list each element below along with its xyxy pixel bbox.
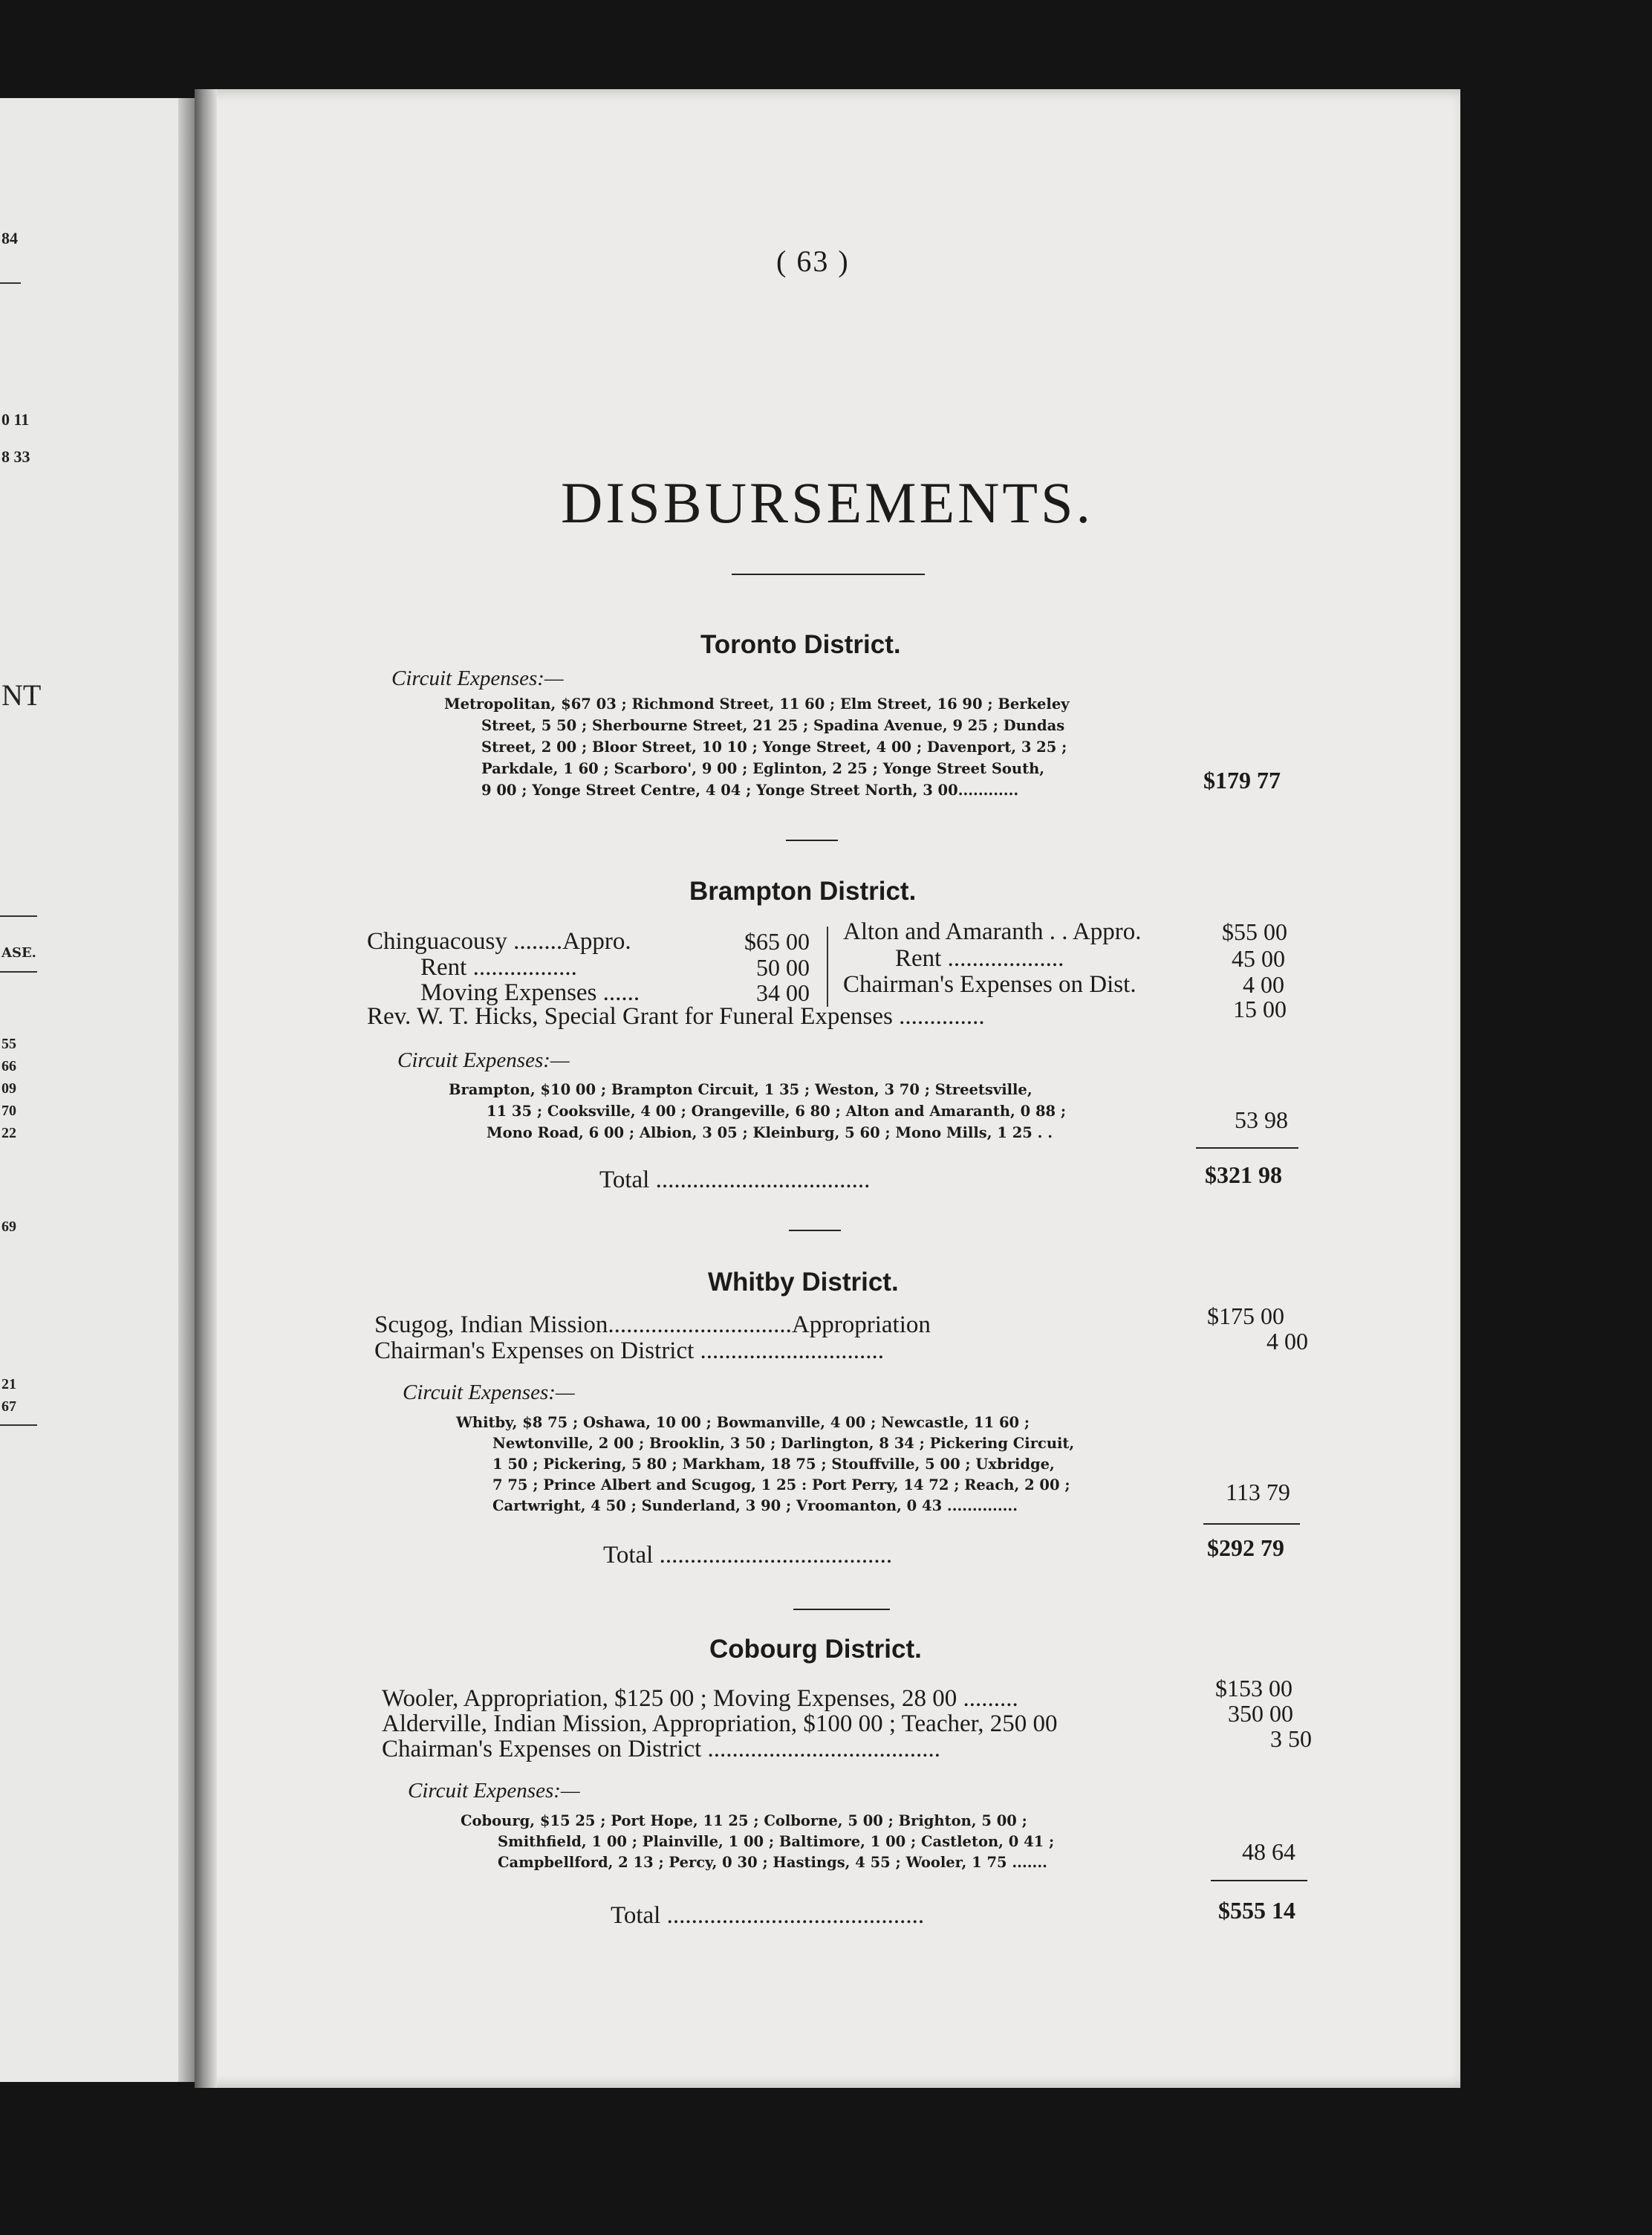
whitby-circuit-line: 7 75 ; Prince Albert and Scugog, 1 25 : Port Perry, 14 72 ; Reach, 2 00 ; xyxy=(492,1476,1070,1493)
cobourg-row-amount: 3 50 xyxy=(1270,1725,1312,1752)
whitby-circuit-line: Whitby, $8 75 ; Oshawa, 10 00 ; Bowmanville, 4 00 ; Newcastle, 11 60 ; xyxy=(456,1414,1030,1431)
left-col-value: 21 xyxy=(1,1376,16,1392)
toronto-circuit-line: Street, 2 00 ; Bloor Street, 10 10 ; Yonge Street, 4 00 ; Davenport, 3 25 ; xyxy=(481,739,1067,756)
whitby-total-label: Total ...................................... xyxy=(603,1542,893,1569)
toronto-circuit-line: Parkdale, 1 60 ; Scarboro', 9 00 ; Eglinton, 2 25 ; Yonge Street South, xyxy=(481,760,1045,777)
left-table-rule-3 xyxy=(0,1424,37,1426)
left-amount-1: 0 11 xyxy=(1,410,30,429)
brampton-total: $321 98 xyxy=(1205,1161,1282,1188)
brampton-right-amount: 45 00 xyxy=(1232,945,1285,972)
title-rule xyxy=(732,574,925,575)
brampton-left-amount: 50 00 xyxy=(756,954,810,981)
left-binding-shadow xyxy=(178,98,195,2082)
cobourg-circuit-line: Campbellford, 2 13 ; Percy, 0 30 ; Hastings, 4 55 ; Wooler, 1 75 ....... xyxy=(498,1854,1047,1871)
left-amount-2: 8 33 xyxy=(1,447,30,466)
cobourg-total: $555 14 xyxy=(1218,1897,1295,1924)
cobourg-row-label: Wooler, Appropriation, $125 00 ; Moving Expenses, 28 00 ......... xyxy=(382,1685,1018,1712)
whitby-row-amount: 4 00 xyxy=(1266,1328,1308,1355)
cobourg-heading: Cobourg District. xyxy=(709,1635,922,1664)
section-rule xyxy=(789,1230,841,1231)
toronto-heading: Toronto District. xyxy=(700,630,901,659)
brampton-circuit-amount: 53 98 xyxy=(1235,1106,1288,1133)
brampton-right-label: Chairman's Expenses on Dist. xyxy=(843,971,1136,998)
left-col-value: 67 xyxy=(1,1398,16,1415)
cobourg-row-amount: $153 00 xyxy=(1215,1675,1292,1702)
left-column-head: ASE. xyxy=(1,945,36,961)
cobourg-circuit-amount: 48 64 xyxy=(1242,1838,1295,1865)
brampton-circuit-line: Mono Road, 6 00 ; Albion, 3 05 ; Kleinburg, 5 60 ; Mono Mills, 1 25 . . xyxy=(487,1124,1053,1141)
left-table-rule-1 xyxy=(0,915,37,917)
brampton-column-divider xyxy=(827,927,828,1007)
brampton-grant-line: Rev. W. T. Hicks, Special Grant for Funeral Expenses .............. xyxy=(367,1003,985,1030)
cobourg-row-label: Alderville, Indian Mission, Appropriation, $100 00 ; Teacher, 250 00 xyxy=(382,1710,1058,1737)
toronto-total: $179 77 xyxy=(1203,767,1281,794)
brampton-circuit-label: Circuit Expenses:— xyxy=(397,1048,570,1072)
toronto-circuit-label: Circuit Expenses:— xyxy=(391,666,564,690)
brampton-left-label: Chinguacousy ........Appro. xyxy=(367,928,631,955)
whitby-total: $292 79 xyxy=(1207,1534,1284,1561)
toronto-circuit-line: 9 00 ; Yonge Street Centre, 4 04 ; Yonge Street North, 3 00............ xyxy=(481,782,1019,799)
brampton-left-label: Moving Expenses ...... xyxy=(420,979,640,1006)
section-rule xyxy=(793,1609,890,1610)
brampton-total-label: Total ................................... xyxy=(599,1167,871,1193)
page-number: ( 63 ) xyxy=(776,244,850,278)
brampton-right-amount: $55 00 xyxy=(1222,918,1287,945)
whitby-circuit-line: Cartwright, 4 50 ; Sunderland, 3 90 ; Vroomanton, 0 43 .............. xyxy=(492,1497,1018,1514)
whitby-row-label: Scugog, Indian Mission..............................Appropriation xyxy=(374,1311,931,1338)
left-col-value: 55 xyxy=(1,1036,16,1052)
cobourg-circuit-line: Smithfield, 1 00 ; Plainville, 1 00 ; Baltimore, 1 00 ; Castleton, 0 41 ; xyxy=(498,1833,1055,1850)
section-rule xyxy=(786,840,838,841)
left-col-value: 22 xyxy=(1,1125,16,1141)
cobourg-circuit-label: Circuit Expenses:— xyxy=(408,1779,580,1803)
cobourg-circuit-line: Cobourg, $15 25 ; Port Hope, 11 25 ; Colborne, 5 00 ; Brighton, 5 00 ; xyxy=(461,1812,1027,1829)
left-table-rule-2 xyxy=(0,971,37,973)
cobourg-row-amount: 350 00 xyxy=(1228,1700,1293,1727)
whitby-circuit-label: Circuit Expenses:— xyxy=(403,1381,575,1404)
whitby-sum-rule xyxy=(1203,1523,1300,1525)
brampton-right-label: Rent ................... xyxy=(895,945,1064,972)
left-rule xyxy=(0,282,21,284)
brampton-heading: Brampton District. xyxy=(689,877,917,906)
cobourg-total-label: Total .......................................... xyxy=(611,1902,925,1929)
brampton-circuit-line: 11 35 ; Cooksville, 4 00 ; Orangeville, 6 80 ; Alton and Amaranth, 0 88 ; xyxy=(487,1103,1067,1120)
toronto-circuit-line: Street, 5 50 ; Sherbourne Street, 21 25 ; Spadina Avenue, 9 25 ; Dundas xyxy=(481,717,1065,734)
whitby-heading: Whitby District. xyxy=(708,1268,899,1297)
brampton-circuit-line: Brampton, $10 00 ; Brampton Circuit, 1 35 ; Weston, 3 70 ; Streetsville, xyxy=(449,1081,1032,1098)
brampton-left-amount: 34 00 xyxy=(756,979,810,1006)
cobourg-row-label: Chairman's Expenses on District ...................................... xyxy=(382,1736,941,1762)
left-facing-page xyxy=(0,98,195,2082)
book-binding xyxy=(195,89,217,2088)
brampton-grant-amount: 15 00 xyxy=(1233,996,1287,1022)
left-col-value: 09 xyxy=(1,1080,16,1097)
left-col-value: 66 xyxy=(1,1058,16,1074)
cobourg-sum-rule xyxy=(1211,1880,1307,1881)
left-col-value: 69 xyxy=(1,1219,16,1235)
left-heading-fragment: NT xyxy=(1,678,42,712)
toronto-circuit-line: Metropolitan, $67 03 ; Richmond Street, 11 60 ; Elm Street, 16 90 ; Berkeley xyxy=(444,695,1070,713)
brampton-right-amount: 4 00 xyxy=(1243,971,1284,998)
brampton-left-label: Rent ................. xyxy=(420,954,577,981)
whitby-circuit-amount: 113 79 xyxy=(1226,1479,1290,1505)
whitby-row-label: Chairman's Expenses on District .............................. xyxy=(374,1337,885,1364)
page-title: DISBURSEMENTS. xyxy=(561,470,1093,535)
brampton-sum-rule xyxy=(1196,1147,1298,1149)
whitby-circuit-line: 1 50 ; Pickering, 5 80 ; Markham, 18 75 ; Stouffville, 5 00 ; Uxbridge, xyxy=(492,1456,1055,1473)
brampton-right-label: Alton and Amaranth . . Appro. xyxy=(843,918,1142,945)
brampton-left-amount: $65 00 xyxy=(744,928,810,955)
left-col-value: 70 xyxy=(1,1103,16,1119)
whitby-circuit-line: Newtonville, 2 00 ; Brooklin, 3 50 ; Darlington, 8 34 ; Pickering Circuit, xyxy=(492,1435,1075,1452)
left-header-number: 84 xyxy=(1,229,18,247)
whitby-row-amount: $175 00 xyxy=(1207,1303,1284,1329)
